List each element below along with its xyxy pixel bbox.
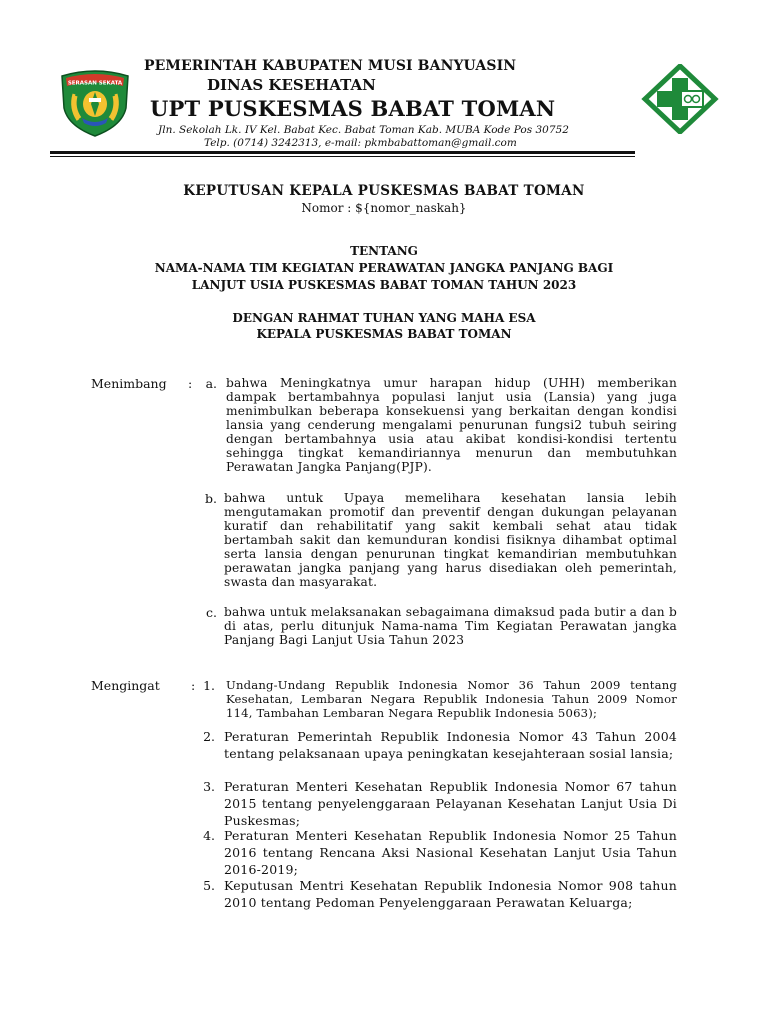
emblem-banner-text: SERASAN SEKATA	[67, 80, 123, 87]
mengingat-marker-2: 2.	[203, 729, 215, 744]
subject-line-2: LANJUT USIA PUSKESMAS BABAT TOMAN TAHUN 2023	[191, 278, 577, 292]
mengingat-marker-4: 4.	[203, 828, 215, 843]
mengingat-marker-3: 3.	[203, 779, 215, 794]
government-name: PEMERINTAH KABUPATEN MUSI BANYUASIN	[144, 58, 517, 74]
menimbang-colon: :	[188, 376, 193, 391]
menimbang-label: Menimbang	[91, 376, 167, 391]
contact-text: Telp. (0714) 3242313, e-mail: pkmbabattoman@gmail.com	[204, 137, 517, 149]
menimbang-item-b: bahwa untuk Upaya memelihara kesehatan lansia lebih mengutamakan promotif dan preventif dengan dukungan pelayanan kuratif dan rehabilitatif yang sakit kembali sehat atau tidak bertambah sakit dan kemunduran kondisi fisiknya dihambat optimal serta lansia dengan penurunan tingkat kemandirian membutuhkan perawatan jangka panjang yang harus disediakan oleh pemerintah, swasta dan masyarakat.	[224, 491, 677, 589]
menimbang-marker-a: a.	[205, 376, 217, 391]
subject-line-1: NAMA-NAMA TIM KEGIATAN PERAWATAN JANGKA PANJANG BAGI	[154, 261, 614, 275]
decree-title: KEPUTUSAN KEPALA PUSKESMAS BABAT TOMAN	[183, 183, 585, 199]
mengingat-colon: :	[191, 678, 196, 693]
mengingat-item-4: Peraturan Menteri Kesehatan Republik Indonesia Nomor 25 Tahun 2016 tentang Rencana Aksi Nasional Kesehatan Lanjut Usia Tahun 2016-2019;	[224, 828, 677, 877]
mengingat-item-2: Peraturan Pemerintah Republik Indonesia Nomor 43 Tahun 2004 tentang pelaksanaan upaya peningkatan kesejahteraan sosial lansia;	[224, 729, 677, 761]
regency-emblem-icon	[56, 68, 134, 138]
department-name: DINAS KESEHATAN	[207, 76, 376, 94]
institution-name: UPT PUSKESMAS BABAT TOMAN	[150, 96, 556, 121]
letterhead-rule-thin	[50, 156, 635, 157]
menimbang-marker-b: b.	[205, 491, 217, 506]
puskesmas-logo-icon	[641, 64, 719, 134]
mengingat-marker-1: 1.	[203, 678, 215, 693]
kepala-heading: KEPALA PUSKESMAS BABAT TOMAN	[256, 327, 512, 341]
menimbang-marker-c: c.	[206, 605, 217, 620]
mengingat-item-5: Keputusan Mentri Kesehatan Republik Indonesia Nomor 908 tahun 2010 tentang Pedoman Penyelenggaraan Perawatan Keluarga;	[224, 878, 677, 910]
rahmat-heading: DENGAN RAHMAT TUHAN YANG MAHA ESA	[232, 311, 536, 325]
mengingat-item-3: Peraturan Menteri Kesehatan Republik Indonesia Nomor 67 tahun 2015 tentang penyelenggaraan Pelayanan Kesehatan Lanjut Usia Di Puskesmas;	[224, 779, 677, 828]
mengingat-item-1: Undang-Undang Republik Indonesia Nomor 36 Tahun 2009 tentang Kesehatan, Lembaran Negara Republik Indonesia Tahun 2009 Nomor 114, Tambahan Lembaran Negara Republik Indonesia 5063);	[226, 678, 677, 720]
letterhead-rule-thick	[50, 151, 635, 154]
menimbang-item-c: bahwa untuk melaksanakan sebagaimana dimaksud pada butir a dan b di atas, perlu ditunjuk Nama-nama Tim Kegiatan Perawatan jangka Panjang Bagi Lanjut Usia Tahun 2023	[224, 605, 677, 647]
tentang-heading: TENTANG	[350, 244, 418, 258]
mengingat-label: Mengingat	[91, 678, 160, 693]
address-text: Jln. Sekolah Lk. IV Kel. Babat Kec. Babat Toman Kab. MUBA Kode Pos 30752	[158, 124, 569, 136]
mengingat-marker-5: 5.	[203, 878, 215, 893]
decree-number: Nomor : ${nomor_naskah}	[301, 201, 467, 215]
menimbang-item-a: bahwa Meningkatnya umur harapan hidup (UHH) memberikan dampak bertambahnya populasi lanjut usia (Lansia) yang juga menimbulkan beberapa konsekuensi yang berkaitan dengan kondisi lansia yang cenderung mengalami penurunan fungsi2 tubuh seiring dengan bertambahnya usia atau akibat kondisi-kondisi tertentu sehingga tingkat kemandiriannya menurun dan membutuhkan Perawatan Jangka Panjang(PJP).	[226, 376, 677, 474]
